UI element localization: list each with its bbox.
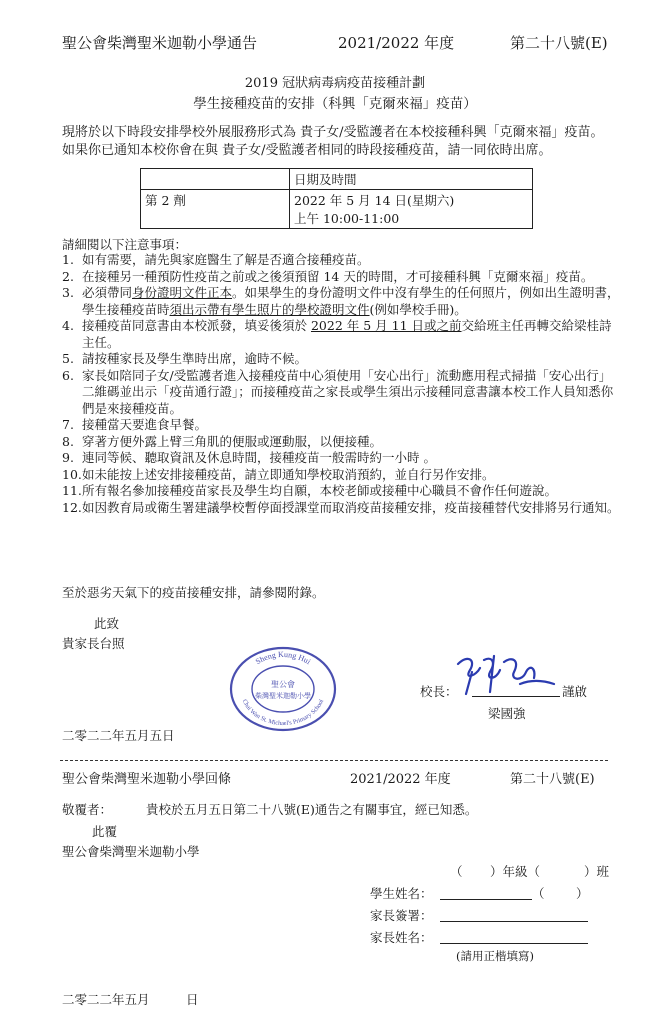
schedule-time: 上午 10:00-11:00	[294, 211, 400, 226]
intro-line-2: 如果你已通知本校你會在與 貴子女/受監護者相同的時段接種疫苗，請一同依時出席。	[62, 143, 552, 158]
school-seal-image	[228, 646, 338, 732]
list-item	[62, 351, 622, 368]
text-part: 交給班主任再轉交給梁桂詩主任。	[82, 318, 612, 350]
item-number: 1.	[62, 252, 74, 267]
text-part: 接種疫苗同意書由本校派發，填妥後須於	[82, 318, 311, 333]
seal-center-text: 柴灣聖米迦勒小學	[255, 692, 311, 700]
item-number: 12.	[62, 499, 82, 515]
item-text: 接種當天要進食早餐。	[82, 417, 208, 432]
class-no-open: （	[532, 886, 545, 901]
school-year: 2021/2022 年度	[338, 34, 455, 52]
item-number: 2.	[62, 268, 74, 284]
item-text: 如因教育局或衛生署建議學校暫停面授課堂而取消疫苗接種安排，疫苗接種替代安排將另行通知。	[82, 499, 620, 515]
schedule-table	[140, 168, 533, 229]
underlined-text: 須出示帶有學生照片的學校證明文件	[169, 301, 370, 317]
schedule-date: 2022 年 5 月 14 日(星期六)	[294, 193, 455, 208]
list-item	[62, 368, 622, 418]
document-subtitle: 學生接種疫苗的安排（科興「克爾來福」疫苗）	[193, 96, 477, 112]
reply-day: 日	[186, 992, 199, 1007]
list-item	[62, 252, 622, 269]
item-number: 10.	[62, 466, 82, 482]
item-text	[82, 285, 622, 318]
item-text: 在接種另一種預防性疫苗之前或之後須預留 14 天的時間，才可接種科興「克爾來福」疫苗。	[82, 268, 594, 284]
notice-number: 第二十八號(E)	[510, 34, 608, 52]
item-text: 家長如陪同子女/受監護者進入接種疫苗中心須使用「安心出行」流動應用程式掃描「安心出行」二維碼並出示「疫苗通行證」；而接種疫苗之家長或學生須出示接種同意書讓本校工作人員知悉你們是來接種疫苗。	[82, 367, 614, 416]
underlined-text: 2022 年 5 月 11 日或之前	[310, 318, 462, 333]
reply-ci-fu: 此覆	[92, 824, 118, 839]
item-text	[82, 318, 622, 351]
reply-slip-title: 聖公會柴灣聖米迦勒小學回條	[62, 772, 232, 787]
item-text: 如有需要，請先與家庭醫生了解是否適合接種疫苗。	[82, 252, 370, 267]
signature-line	[472, 696, 560, 697]
parent-name-label: 家長姓名：	[370, 930, 433, 945]
principal-label: 校長：	[420, 684, 458, 699]
table-row	[141, 190, 533, 229]
item-text: 連同等候、聽取資訊及休息時間，接種疫苗一般需時約一小時 。	[82, 450, 436, 465]
parent-signature-field[interactable]	[440, 906, 588, 922]
dose-cell: 第 2 劑	[141, 190, 290, 229]
reply-acknowledgement: 貴校於五月五日第二十八號(E)通告之有關事宜，經已知悉。	[146, 802, 478, 817]
reply-date: 二零二二年五月	[62, 992, 150, 1007]
text-part: 必須帶同	[82, 285, 133, 300]
school-notice-title: 聖公會柴灣聖米迦勒小學通告	[62, 34, 258, 52]
item-number: 7.	[62, 417, 74, 432]
seal-top-text: Sheng Kung Hui	[253, 649, 313, 667]
reply-number: 第二十八號(E)	[510, 772, 595, 787]
weather-note: 至於惡劣天氣下的疫苗接種安排，請參閱附錄。	[62, 585, 325, 600]
principal-name: 梁國強	[488, 706, 526, 721]
principal-signature	[450, 650, 560, 698]
item-text: 所有報名參加接種疫苗家長及學生均自願，本校老師或接種中心職員不會作任何遊說。	[82, 483, 558, 498]
list-item	[62, 269, 622, 286]
item-number: 3.	[62, 285, 74, 300]
reply-to-school: 聖公會柴灣聖米迦勒小學	[62, 844, 200, 859]
list-item	[62, 450, 622, 467]
item-text: 請按種家長及學生準時出席，逾時不候。	[82, 351, 308, 366]
underlined-text: 身份證明文件正本	[132, 285, 233, 300]
table-header-cell: 日期及時間	[290, 169, 533, 190]
datetime-cell	[290, 190, 533, 229]
item-text: 如未能按上述安排接種疫苗，請立即通知學校取消預約，並自行另作安排。	[82, 466, 495, 482]
parent-name-field[interactable]	[440, 928, 588, 944]
text-part: 。如果學生的身份證明文件中沒有學生的任何照片，例如出生證明書，學生接種疫苗時	[82, 285, 620, 317]
closing-to: 貴家長台照	[62, 636, 125, 651]
seal-bottom-text: Chai Wan St. Michael's Primary School	[240, 698, 326, 727]
block-letters-note: (請用正楷填寫)	[456, 949, 534, 963]
cut-line	[60, 760, 608, 761]
intro-line-1: 現將於以下時段安排學校外展服務形式為 貴子女/受監護者在本校接種科興「克爾來福」疫苗。	[62, 125, 604, 140]
class-open-paren: （	[450, 864, 463, 879]
grade-label: ）年級（	[490, 864, 541, 879]
reply-year: 2021/2022 年度	[350, 772, 451, 787]
item-number: 8.	[62, 433, 74, 449]
seal-center-text: 聖公會	[271, 680, 295, 689]
notes-list	[62, 252, 622, 516]
class-label: ）班	[584, 864, 610, 879]
table-row	[141, 169, 533, 190]
item-number: 4.	[62, 318, 74, 333]
notes-heading: 請細閱以下注意事項：	[62, 237, 188, 252]
student-name-field[interactable]	[440, 884, 532, 900]
list-item	[62, 318, 622, 351]
table-cell	[141, 169, 290, 190]
reply-greeting: 敬覆者：	[62, 802, 113, 817]
list-item	[62, 417, 622, 434]
notice-date: 二零二二年五月五日	[62, 728, 175, 743]
class-no-close: ）	[576, 886, 589, 901]
jing-qi: 謹啟	[562, 684, 588, 699]
student-name-label: 學生姓名：	[370, 886, 433, 901]
list-item	[62, 285, 622, 318]
text-part: (例如學校手冊)。	[369, 301, 467, 317]
list-item	[62, 467, 622, 484]
list-item	[62, 500, 622, 517]
item-number: 11.	[62, 483, 82, 498]
document-title: 2019 冠狀病毒病疫苗接種計劃	[244, 76, 426, 91]
list-item	[62, 483, 622, 500]
item-text: 穿著方便外露上臂三角肌的便服或運動服，以便接種。	[82, 433, 383, 449]
item-number: 5.	[62, 351, 74, 366]
item-number: 6.	[62, 367, 74, 383]
item-number: 9.	[62, 450, 74, 465]
closing-ci: 此致	[94, 616, 120, 631]
list-item	[62, 434, 622, 451]
parent-signature-label: 家長簽署：	[370, 908, 433, 923]
